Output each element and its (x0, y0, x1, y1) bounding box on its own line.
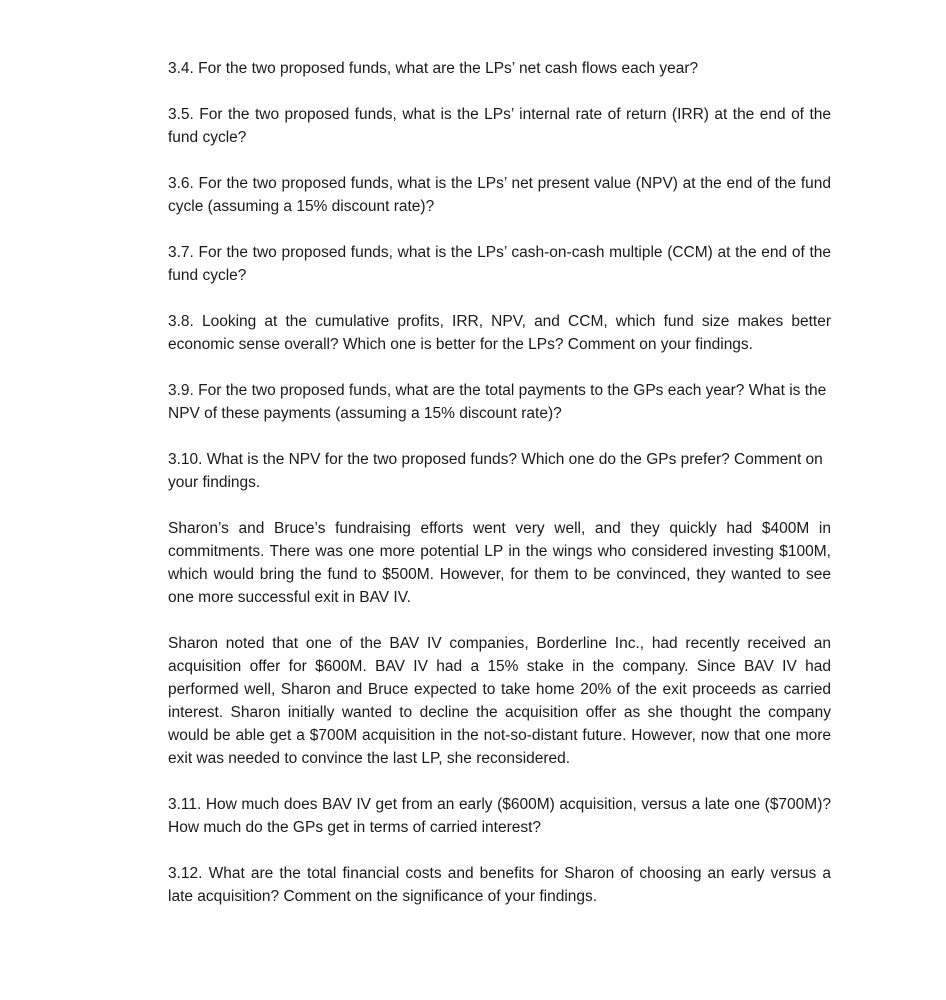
question-3-10: 3.10. What is the NPV for the two proposed funds? Which one do the GPs prefer? Comment on your findings. (168, 451, 823, 491)
question-3-9: 3.9. For the two proposed funds, what are the total payments to the GPs each year? What is the NPV of these payments (assuming a 15% discount rate)? (168, 382, 827, 422)
question-3-4: 3.4. For the two proposed funds, what are the LPs’ net cash flows each year? (168, 60, 699, 77)
question-3-5: 3.5. For the two proposed funds, what is the LPs’ internal rate of return (IRR) at the end of the fund cycle? (168, 106, 831, 146)
question-3-8: 3.8. Looking at the cumulative profits, IRR, NPV, and CCM, which fund size makes better economic sense overall? Which one is better for the LPs? Comment on your findings. (168, 313, 831, 353)
question-3-7: 3.7. For the two proposed funds, what is the LPs’ cash-on-cash multiple (CCM) at the end of the fund cycle? (168, 244, 831, 284)
document-page (168, 57, 831, 908)
question-3-6: 3.6. For the two proposed funds, what is the LPs’ net present value (NPV) at the end of the fund cycle (assuming a 15% discount rate)? (168, 175, 831, 215)
question-3-12: 3.12. What are the total financial costs and benefits for Sharon of choosing an early versus a late acquisition? Comment on the significance of your findings. (168, 865, 831, 905)
narrative-fundraising: Sharon’s and Bruce’s fundraising efforts went very well, and they quickly had $400M in commitments. There was one more potential LP in the wings who considered investing $100M, which would bring the fund to $500M. However, for them to be convinced, they wanted to see one more successful exit in BAV IV. (168, 520, 831, 606)
narrative-borderline: Sharon noted that one of the BAV IV companies, Borderline Inc., had recently received an acquisition offer for $600M. BAV IV had a 15% stake in the company. Since BAV IV had performed well, Sharon and Bruce expected to take home 20% of the exit proceeds as carried interest. Sharon initially wanted to decline the acquisition offer as she thought the company would be able get a $700M acquisition in the not-so-distant future. However, now that one more exit was needed to convince the last LP, she reconsidered. (168, 635, 831, 767)
question-3-11: 3.11. How much does BAV IV get from an early ($600M) acquisition, versus a late one ($700M)? How much do the GPs get in terms of carried interest? (168, 796, 831, 836)
